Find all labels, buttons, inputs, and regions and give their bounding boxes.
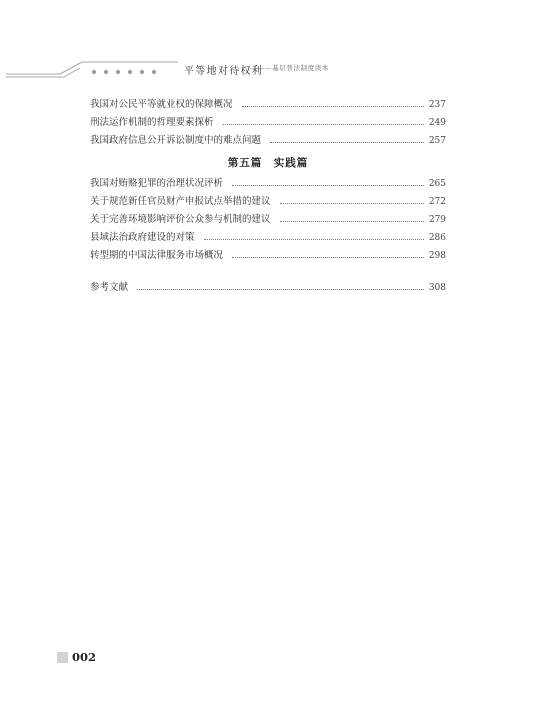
toc-entry-references[interactable] [90, 279, 446, 297]
header-dot [92, 70, 96, 74]
header-decoration [0, 0, 533, 90]
toc-entry-title: 关于规范新任官员财产申报试点举措的建议 [90, 196, 271, 207]
toc-entry-title: 参考文献 [90, 282, 129, 293]
toc-entry[interactable] [90, 175, 446, 193]
toc-entry[interactable] [90, 114, 446, 132]
toc-dot-leader [232, 185, 424, 186]
toc-entry[interactable] [90, 247, 446, 265]
toc-entry-title: 我国政府信息公开诉讼制度中的难点问题 [90, 135, 262, 146]
header-dot [152, 70, 156, 74]
page-footer [57, 650, 96, 664]
toc-entry-page: 265 [428, 179, 446, 189]
running-header-subtitle: ——基层普法制度读本 [258, 64, 329, 72]
toc-entry-page: 298 [428, 251, 446, 261]
toc-entry[interactable] [90, 132, 446, 150]
toc-dot-leader [232, 257, 424, 258]
toc-entry-title: 我国对公民平等就业权的保障概况 [90, 99, 233, 110]
toc-entry[interactable] [90, 193, 446, 211]
toc-entry[interactable] [90, 211, 446, 229]
toc-entry-page: 237 [428, 100, 446, 110]
toc-entry-title: 关于完善环境影响评价公众参与机制的建议 [90, 214, 271, 225]
toc-entry-page: 272 [428, 197, 446, 207]
toc-entry[interactable] [90, 96, 446, 114]
toc-entry-title: 转型期的中国法律服务市场概况 [90, 250, 224, 261]
header-dot [116, 70, 120, 74]
toc-dot-leader [204, 239, 424, 240]
toc-dot-leader [242, 106, 424, 107]
toc-entry-page: 286 [428, 233, 446, 243]
toc-entry-page: 279 [428, 215, 446, 225]
toc-dot-leader [280, 221, 424, 222]
toc-entry-title: 刑法运作机制的哲理要素探析 [90, 117, 214, 128]
page-number: 002 [72, 650, 97, 664]
toc-entry[interactable] [90, 229, 446, 247]
header-dot [140, 70, 144, 74]
toc-entry-page: 257 [428, 136, 446, 146]
running-header-title: 平等地对待权利 [184, 66, 264, 77]
toc-entry-page: 249 [428, 118, 446, 128]
header-dot [104, 70, 108, 74]
section-heading: 第五篇 实践篇 [227, 157, 309, 169]
toc-entry-title: 我国对贿赂犯罪的治理状况评析 [90, 178, 224, 189]
footer-square-mark [57, 652, 68, 663]
toc-entry-title: 县域法治政府建设的对策 [90, 232, 195, 243]
header-dot [128, 70, 132, 74]
toc-entry-page: 308 [428, 283, 446, 293]
spacer [90, 265, 446, 279]
toc-dot-leader [223, 124, 424, 125]
page-header [0, 0, 533, 90]
toc-dot-leader [137, 289, 424, 290]
toc-dot-leader [270, 142, 424, 143]
table-of-contents [90, 96, 446, 297]
toc-dot-leader [280, 203, 424, 204]
